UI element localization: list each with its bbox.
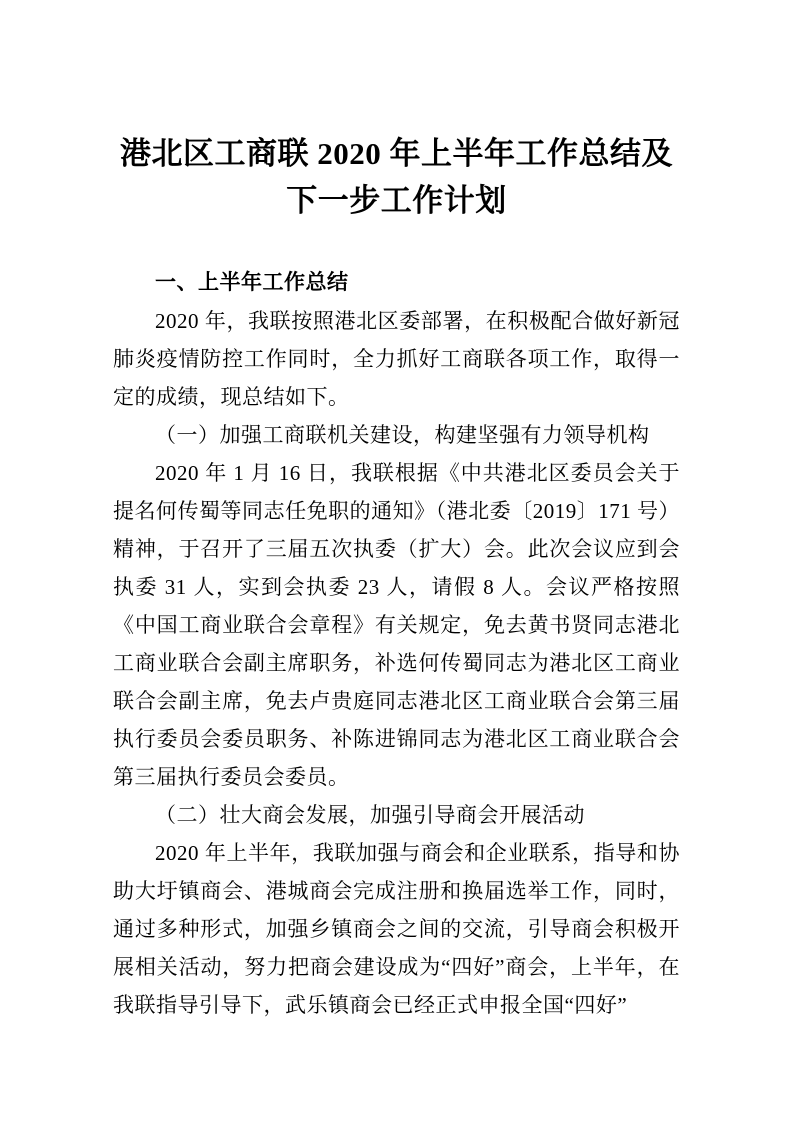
body-paragraph-committee-meeting: 2020 年 1 月 16 日，我联根据《中共港北区委员会关于提名何传蜀等同志任免职的通知》（港北委〔2019〕171 号）精神，于召开了三届五次执委（扩大）会。此次会议应到会执委 31 人，实到会执委 23 人，请假 8 人。会议严格按照《中国工商业联合会章程》有关规定，免去黄书贤同志港北工商业联合会副主席职务，补选何传蜀同志为港北区工商业联合会副主席，免去卢贵庭同志港北区工商业联合会第三届执行委员会委员职务、补陈进锦同志为港北区工商业联合会第三届执行委员会委员。	[113, 461, 680, 789]
body-paragraph-intro: 2020 年，我联按照港北区委部署，在积极配合做好新冠肺炎疫情防控工作同时，全力抓好工商联各项工作，取得一定的成绩，现总结如下。	[113, 309, 680, 409]
subsection-heading-1: （一）加强工商联机关建设，构建坚强有力领导机构	[155, 423, 650, 447]
section-heading-first-half-summary: 一、上半年工作总结	[155, 271, 349, 294]
document-title: 港北区工商联 2020 年上半年工作总结及下一步工作计划	[120, 136, 673, 218]
document-body	[113, 264, 680, 1024]
body-paragraph-chamber-development: 2020 年上半年，我联加强与商会和企业联系，指导和协助大圩镇商会、港城商会完成注册和换届选举工作，同时，通过多种形式，加强乡镇商会之间的交流，引导商会积极开展相关活动，努力把商会建设成为“四好”商会，上半年，在我联指导引导下，武乐镇商会已经正式申报全国“四好”	[113, 841, 680, 1017]
subsection-heading-2: （二）壮大商会发展，加强引导商会开展活动	[155, 803, 585, 827]
